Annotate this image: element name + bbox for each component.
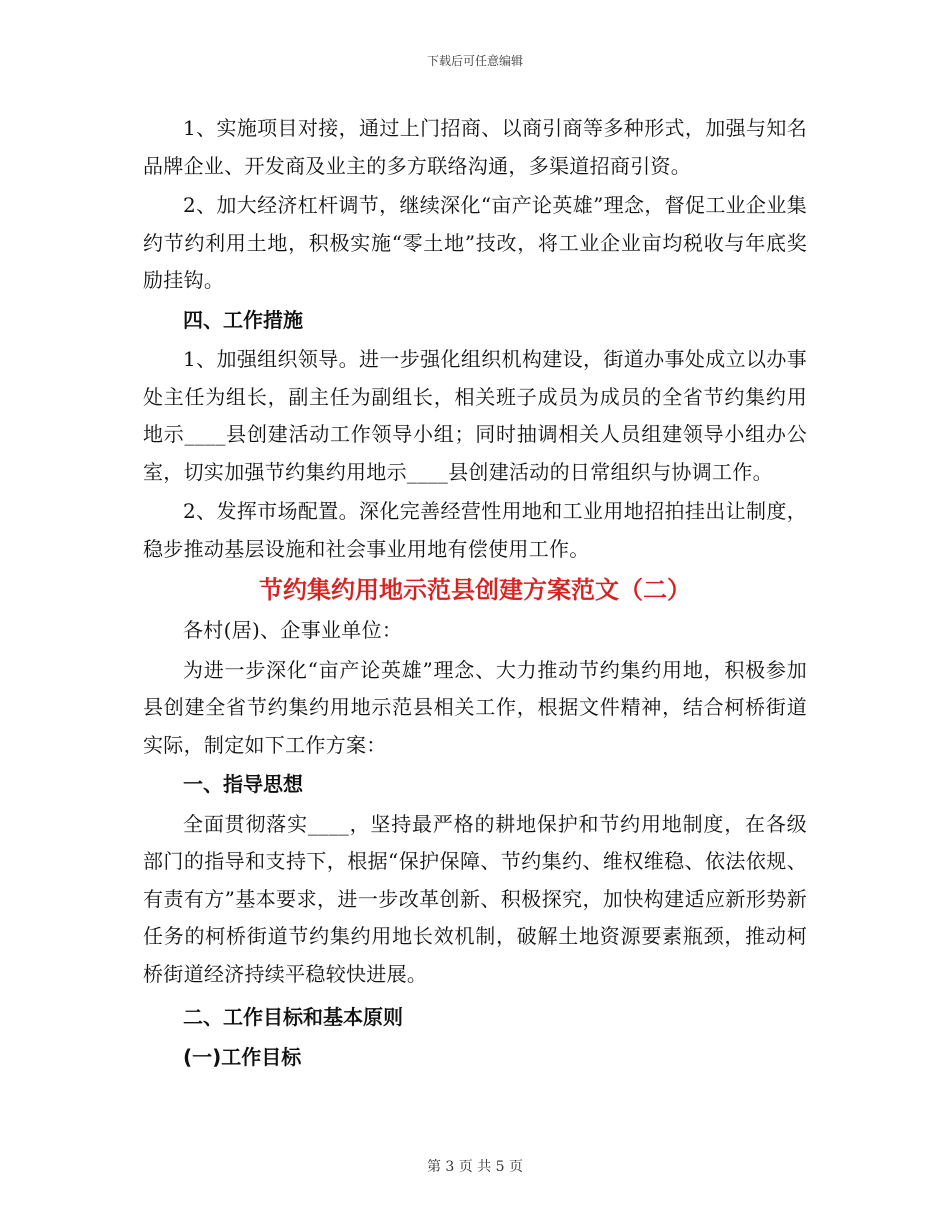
section-heading: 四、工作措施 (183, 307, 303, 332)
paragraph: 2、发挥市场配置。深化完善经营性用地和工业用地招拍挂出让制度，稳步推动基层设施和社会事业用地有偿使用工作。 (143, 499, 807, 561)
section-heading: 一、指导思想 (183, 772, 303, 796)
subsection-heading: (一)工作目标 (183, 1044, 302, 1069)
paragraph: 2、加大经济杠杆调节，继续深化“亩产论英雄”理念，督促工业企业集约节约利用土地，积极实施“零土地”技改，将工业企业亩均税收与年底奖励挂钩。 (143, 193, 807, 292)
paragraph: 为进一步深化“亩产论英雄”理念、大力推动节约集约用地，积极参加县创建全省节约集约用地示范县相关工作，根据文件精神，结合柯桥街道实际，制定如下工作方案： (143, 657, 807, 757)
paragraph: 1、加强组织领导。进一步强化组织机构建设，街道办事处成立以办事处主任为组长，副主任为副组长，相关班子成员为成员的全省节约集约用地示____县创建活动工作领导小组；同时抽调相关人员组建领导小组办公室，切实加强节约集约用地示____县创建活动的日常组织与协调工作。 (143, 347, 807, 484)
paragraph: 全面贯彻落实____，坚持最严格的耕地保护和节约用地制度，在各级部门的指导和支持下，根据“保护保障、节约集约、维权维稳、依法依规、有责有方”基本要求，进一步改革创新、积极探究，加快构建适应新形势新任务的柯桥街道节约集约用地长效机制，破解土地资源要素瓶颈，推动柯桥街道经济持续平稳较快进展。 (143, 811, 807, 986)
paragraph: 1、实施项目对接，通过上门招商、以商引商等多种形式，加强与知名品牌企业、开发商及业主的多方联络沟通，多渠道招商引资。 (143, 116, 807, 178)
page-footer: 第 3 页 共 5 页 (426, 1159, 524, 1175)
salutation: 各村(居)、企事业单位： (183, 618, 403, 642)
document-title: 节约集约用地示范县创建方案范文（二） (259, 576, 691, 604)
page-header: 下载后可任意编辑 (426, 54, 523, 68)
document-body (143, 110, 807, 1078)
section-heading: 二、工作目标和基本原则 (183, 1005, 403, 1029)
